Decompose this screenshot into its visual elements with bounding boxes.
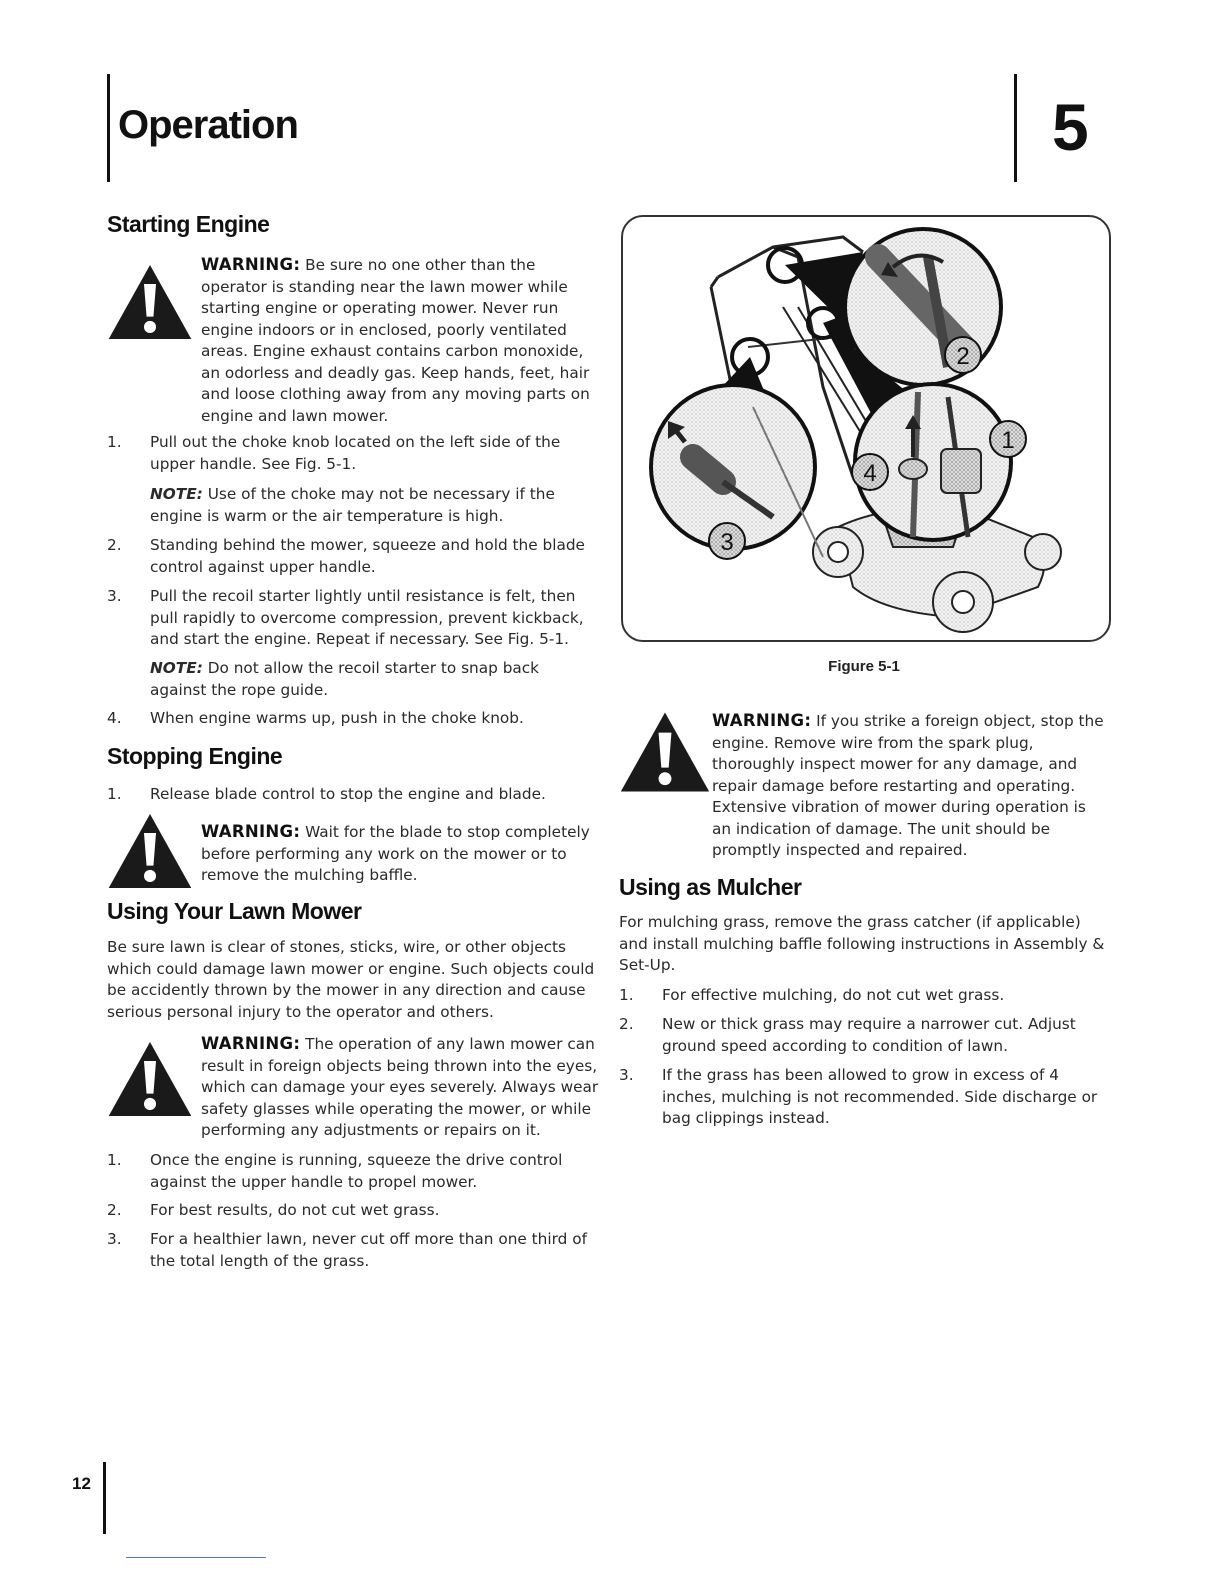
- list-number: 3.: [619, 1066, 634, 1084]
- warning-stopping-engine: [201, 821, 591, 887]
- page-number: 12: [72, 1474, 91, 1493]
- heading-starting-engine: Starting Engine: [107, 211, 270, 237]
- note-choke: [150, 484, 598, 527]
- list-number: 1.: [619, 986, 634, 1004]
- heading-using-as-mulcher: Using as Mulcher: [619, 874, 802, 900]
- list-number: 1.: [107, 433, 122, 451]
- list-number: 3.: [107, 1230, 122, 1248]
- list-number: 4.: [107, 709, 122, 727]
- footer-rule: [103, 1462, 106, 1534]
- chapter-title: Operation: [118, 103, 298, 147]
- list-text: For effective mulching, do not cut wet grass.: [662, 986, 1005, 1004]
- callout-4: 4: [863, 460, 877, 487]
- warning-label: WARNING:: [201, 255, 301, 274]
- callout-3: 3: [720, 529, 734, 556]
- warning-icon: [619, 710, 711, 794]
- heading-stopping-engine: Stopping Engine: [107, 743, 283, 769]
- warning-starting-engine: [201, 254, 601, 427]
- list-text: New or thick grass may require a narrower cut. Adjust ground speed according to condition of lawn.: [662, 1015, 1076, 1055]
- list-number: 2.: [107, 536, 122, 554]
- callout-2: 2: [956, 343, 970, 370]
- note-recoil: [150, 658, 598, 701]
- warning-label: WARNING:: [712, 711, 812, 730]
- header-left-rule: [107, 74, 110, 182]
- note-text: Do not allow the recoil starter to snap back against the rope guide.: [150, 659, 540, 699]
- list-text: Pull out the choke knob located on the left side of the upper handle. See Fig. 5-1.: [150, 433, 561, 473]
- list-text: Pull the recoil starter lightly until resistance is felt, then pull rapidly to overcome compression, prevent kickback, and start the engine. Repeat if necessary. See Fig. 5-1.: [150, 587, 584, 648]
- list-number: 2.: [619, 1015, 634, 1033]
- warning-text: The operation of any lawn mower can result in foreign objects being thrown into the eyes, which can damage your eyes severely. Always wear safety glasses while operating the mower, or while performing any adjustments or repairs on it.: [201, 1035, 599, 1139]
- warning-text: Wait for the blade to stop completely before performing any work on the mower or to remove the mulching baffle.: [201, 823, 590, 884]
- mulcher-intro: For mulching grass, remove the grass catcher (if applicable) and install mulching baffle following instructions in Assembly & Set-Up.: [619, 913, 1105, 974]
- list-text: For best results, do not cut wet grass.: [150, 1201, 440, 1219]
- mower-illustration: [623, 217, 1109, 640]
- figure-5-1: [621, 215, 1111, 642]
- list-number: 3.: [107, 587, 122, 605]
- warning-icon: [107, 1040, 193, 1118]
- header-right-rule: [1014, 74, 1017, 182]
- warning-label: WARNING:: [201, 822, 301, 841]
- list-text: Release blade control to stop the engine and blade.: [150, 785, 546, 803]
- warning-text: If you strike a foreign object, stop the engine. Remove wire from the spark plug, thoroughly inspect mower for any damage, and repair damage before restarting and operating. Extensive vibration of mower during operation is an indication of damage. The unit should be promptly inspected and repaired.: [712, 712, 1104, 859]
- warning-foreign-object: [712, 710, 1104, 862]
- warning-icon: [107, 812, 193, 890]
- footer-link-underline[interactable]: [126, 1557, 266, 1558]
- list-number: 2.: [107, 1201, 122, 1219]
- list-text: For a healthier lawn, never cut off more than one third of the total length of the grass.: [150, 1230, 587, 1270]
- warning-icon: [107, 263, 193, 341]
- figure-caption: Figure 5-1: [828, 658, 900, 675]
- warning-text: Be sure no one other than the operator is standing near the lawn mower while starting engine or operating mower. Never run engine indoors or in enclosed, poorly ventilated areas. Engine exhaust contains carbon monoxide, an odorless and deadly gas. Keep hands, feet, hair and loose clothing away from any moving parts on engine and lawn mower.: [201, 256, 590, 425]
- list-text: Standing behind the mower, squeeze and hold the blade control against upper handle.: [150, 536, 585, 576]
- chapter-number: 5: [1052, 90, 1089, 164]
- callout-1: 1: [1001, 427, 1015, 454]
- note-label: NOTE:: [150, 485, 203, 503]
- heading-using-lawn-mower: Using Your Lawn Mower: [107, 898, 362, 924]
- list-number: 1.: [107, 785, 122, 803]
- using-intro: Be sure lawn is clear of stones, sticks, wire, or other objects which could damage lawn mower or engine. Such objects could be accidently thrown by the mower in any direction and cause serious personal injury to the operator and others.: [107, 938, 595, 1021]
- note-text: Use of the choke may not be necessary if the engine is warm or the air temperature is high.: [150, 485, 555, 525]
- list-text: If the grass has been allowed to grow in excess of 4 inches, mulching is not recommended. Side discharge or bag clippings instead.: [662, 1066, 1098, 1127]
- warning-label: WARNING:: [201, 1034, 301, 1053]
- list-text: When engine warms up, push in the choke knob.: [150, 709, 524, 727]
- note-label: NOTE:: [150, 659, 203, 677]
- list-number: 1.: [107, 1151, 122, 1169]
- list-text: Once the engine is running, squeeze the drive control against the upper handle to propel mower.: [150, 1151, 563, 1191]
- warning-eye-protection: [201, 1033, 601, 1142]
